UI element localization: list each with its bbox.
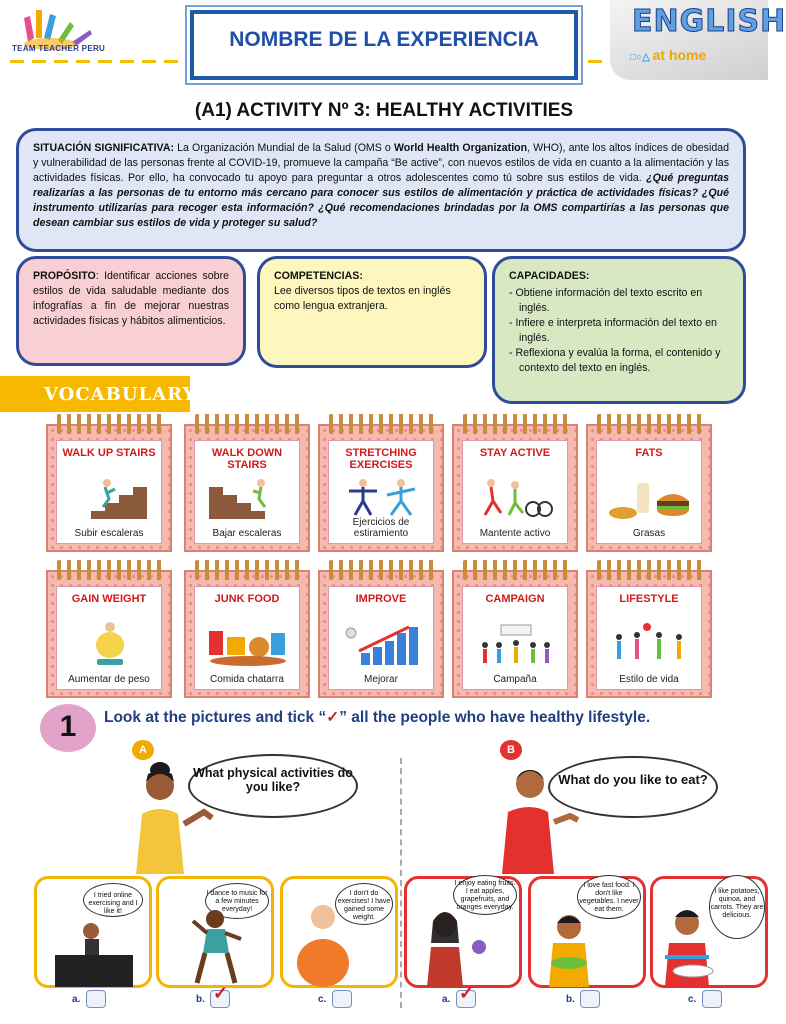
capacidad-item: - Infiere e interpreta información del texto en inglés.: [509, 317, 717, 344]
stretching-illustration: [339, 475, 425, 521]
answer-label-a-b: b.: [196, 994, 205, 1005]
situacion-questions: ¿Qué preguntas realizarías a las personas de tu entorno más cercano para conocer sus estilos de alimentación y práctica de actividades físicas? ¿Qué instrumento utilizarías para recoger esta información? ¿Qué recomendaciones brindadas por la OMS compartirías a las personas que desean cambiar sus estilos de vida y proteger su salud?: [33, 172, 729, 229]
capacidades-list: [509, 286, 729, 376]
vocab-card-walk-down-stairs: [184, 424, 310, 552]
improve-chart-illustration: [339, 621, 425, 667]
answer-label-a-c: c.: [318, 994, 327, 1005]
speech-bubble: I tried online exercising and I like it!: [83, 883, 143, 917]
online-exercise-illustration: [45, 913, 143, 987]
vocab-card-stay-active: [452, 424, 578, 552]
vocab-card-fats: [586, 424, 712, 552]
vocab-card-sub: Subir escaleras: [74, 528, 144, 539]
vocab-card-sub: Grasas: [632, 528, 666, 539]
checkbox-b-c[interactable]: [702, 990, 722, 1008]
gain-weight-illustration: [67, 621, 153, 667]
question-bubble-a: What physical activities do you like?: [188, 754, 358, 818]
vocab-card-title: FATS: [635, 447, 663, 459]
speech-bubble: I dance to music for a few minutes everyday!: [205, 883, 269, 919]
panel-a-c: [280, 876, 398, 988]
vocab-card-improve: [318, 570, 444, 698]
girl-fruits-illustration: [413, 901, 493, 987]
vocab-card-gain-weight: [46, 570, 172, 698]
vocab-card-stretching: [318, 424, 444, 552]
check-mark-icon: ✓: [459, 983, 475, 1003]
panel-b-a: [404, 876, 522, 988]
vocab-card-title: STAY ACTIVE: [479, 447, 551, 459]
vocab-card-lifestyle: [586, 570, 712, 698]
checkbox-a-a[interactable]: [86, 990, 106, 1008]
situacion-text-2: , WHO), ante los altos índices de obesidad y vulnerabilidad de las personas frente al COVID-19, promueve la campaña “Be active”, con nuevos estilos de vida en cuanto a la alimentación y las actividades físicas. Por ello, ha convocado tu apoyo para preguntar a otros adolescentes como tú sobre sus estilos de vida.: [33, 142, 730, 184]
vocab-card-sub: Campaña: [493, 674, 537, 685]
header-dash-right: [588, 60, 610, 63]
panel-b-c: [650, 876, 768, 988]
vocab-card-title: JUNK FOOD: [214, 593, 280, 605]
team-teacher-logo: [10, 4, 120, 62]
competencias-box: [257, 256, 487, 368]
panel-a-b: [156, 876, 274, 988]
stairs-down-illustration: [205, 475, 291, 521]
proposito-box: [16, 256, 246, 366]
vocab-card-sub: Aumentar de peso: [68, 674, 150, 685]
fats-food-illustration: [607, 475, 693, 521]
tick-icon: ✓: [326, 709, 340, 726]
vocab-card-sub: Mantente activo: [479, 528, 551, 539]
vocab-card-campaign: [452, 570, 578, 698]
vocab-card-sub: Comida chatarra: [210, 674, 284, 685]
speech-bubble: I enjoy eating fruits. I eat apples, grapefruits, and oranges everyday.: [453, 875, 517, 915]
vocab-card-walk-up-stairs: [46, 424, 172, 552]
answer-label-b-c: c.: [688, 994, 697, 1005]
competencias-label: COMPETENCIAS:: [274, 270, 363, 282]
checkbox-b-b[interactable]: [580, 990, 600, 1008]
stay-active-illustration: [473, 475, 559, 521]
proposito-label: PROPÓSITO: [33, 270, 96, 282]
overweight-man-illustration: [289, 901, 359, 987]
situacion-text-1: La Organización Mundial de la Salud (OMS o: [174, 142, 394, 154]
vocab-card-junk-food: [184, 570, 310, 698]
boy-fast-food-illustration: [539, 907, 615, 987]
logo-caption: TEAM TEACHER PERU: [12, 44, 106, 53]
vocab-card-sub: Ejercicios de estiramiento: [352, 517, 410, 539]
vocab-card-sub: Estilo de vida: [619, 674, 679, 685]
exercise-number: 1: [59, 710, 77, 743]
panel-b-b: [528, 876, 646, 988]
vocab-card-sub: Bajar escaleras: [212, 528, 282, 539]
english-subtitle: □○△ at home: [630, 47, 707, 63]
campaign-illustration: [473, 621, 559, 667]
vocab-card-title: CAMPAIGN: [485, 593, 545, 605]
capacidad-item: - Reflexiona y evalúa la forma, el contenido y contexto del texto en inglés.: [509, 347, 721, 374]
check-mark-icon: ✓: [213, 983, 229, 1003]
english-title: ENGLISH: [632, 4, 786, 39]
capacidades-label: CAPACIDADES:: [509, 270, 590, 282]
speech-bubble: I don't do exercises! I have gained some weight.: [335, 883, 393, 925]
vocab-card-title: IMPROVE: [355, 593, 407, 605]
answer-label-a-a: a.: [72, 994, 81, 1005]
vocabulary-heading: VOCABULARY: [44, 384, 197, 405]
checkbox-a-c[interactable]: [332, 990, 352, 1008]
dancing-girl-illustration: [179, 905, 259, 987]
vocab-card-title: GAIN WEIGHT: [71, 593, 147, 605]
capacidad-item: - Obtiene información del texto escrito en inglés.: [509, 287, 703, 314]
experience-title: NOMBRE DE LA EXPERIENCIA: [229, 28, 539, 51]
panel-a-a: [34, 876, 152, 988]
question-bubble-b: What do you like to eat?: [548, 756, 718, 818]
speech-bubble: I love fast food. I don't like vegetables. I never eat them.: [577, 875, 641, 919]
situacion-significativa-box: [16, 128, 746, 252]
capacidades-box: [492, 256, 746, 404]
group-b-badge: B: [500, 740, 522, 760]
proposito-text: : Identificar acciones sobre estilos de vida saludable mediante dos infografías a fin de mejorar nuestras actividades físicas y hábitos alimenticios.: [33, 270, 229, 327]
checkbox-b-a[interactable]: [456, 983, 476, 1008]
vocab-card-title: LIFESTYLE: [619, 593, 679, 605]
vocab-card-sub: Mejorar: [364, 674, 398, 685]
boy-vegetables-illustration: [657, 901, 729, 987]
lifestyle-illustration: [607, 621, 693, 667]
stairs-up-illustration: [67, 475, 153, 521]
header-dash-left: [10, 60, 180, 63]
situacion-text-bold: World Health Organization: [393, 142, 528, 154]
exercise-instruction: Look at the pictures and tick “✓” all the people who have healthy lifestyle.: [104, 709, 651, 726]
answer-label-b-a: a.: [442, 994, 451, 1005]
experience-title-box: [190, 10, 578, 80]
vocab-card-title: WALK DOWN STAIRS: [211, 447, 283, 471]
vocab-card-title: STRETCHING EXERCISES: [345, 447, 417, 471]
situacion-label: SITUACIÓN SIGNIFICATIVA:: [33, 142, 175, 154]
group-a-badge: A: [132, 740, 154, 760]
competencias-text: Lee diversos tipos de textos en inglés como lengua extranjera.: [274, 285, 451, 312]
speech-bubble: I like potatoes, quinoa, and carrots. They are delicious.: [709, 875, 765, 939]
section-divider: [400, 758, 402, 1008]
vocab-card-title: WALK UP STAIRS: [62, 447, 156, 459]
junk-food-illustration: [205, 621, 291, 667]
checkbox-a-b[interactable]: [210, 983, 230, 1008]
activity-title: (A1) ACTIVITY Nº 3: HEALTHY ACTIVITIES: [194, 100, 574, 121]
answer-label-b-b: b.: [566, 994, 575, 1005]
